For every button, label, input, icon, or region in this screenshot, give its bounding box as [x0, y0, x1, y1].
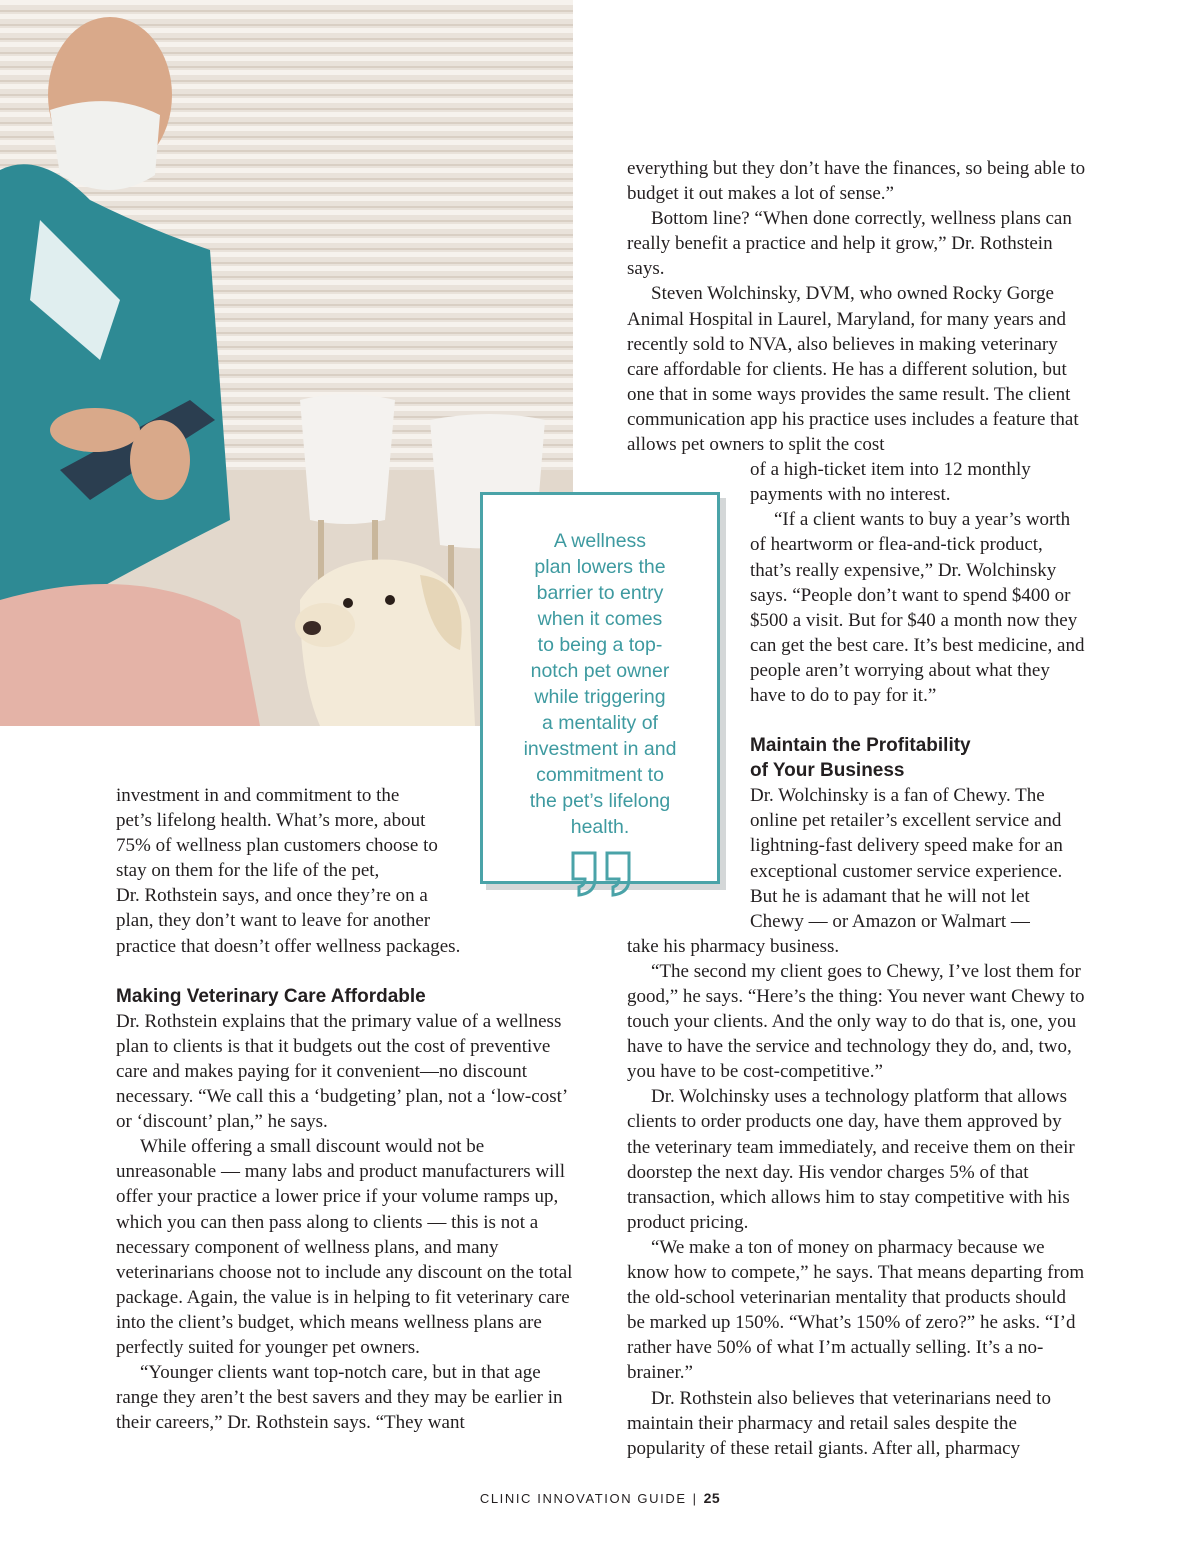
left-paragraph-1-line: Dr. Rothstein says, and once they’re on a	[116, 885, 428, 907]
pull-quote-line: to being a top-	[537, 634, 663, 656]
right-paragraph-7: Dr. Wolchinsky uses a technology platform that allows clients to order products one day, have them approved by the veterinary team immediately, and receive them on their doorstep the next day. His vendor charges 5% of that transaction, which allows him to stay competitive with his product pricing.	[627, 1086, 1075, 1233]
pull-quote-line: A wellness	[553, 530, 647, 552]
left-paragraph-1-line: 75% of wellness plan customers choose to	[116, 835, 438, 857]
right-paragraph-5: Dr. Wolchinsky is a fan of Chewy. The online pet retailer’s excellent service and lightning-fast delivery speed make for an exceptional customer service experience. But he is adamant that he will not let Chewy — or Amazon or Walmart —	[750, 785, 1063, 932]
right-column	[627, 156, 1087, 1461]
right-paragraph-3: Steven Wolchinsky, DVM, who owned Rocky Gorge Animal Hospital in Laurel, Maryland, for many years and recently sold to NVA, also believes in making veterinary care affordable for clients. He has a different solution, but one that in some ways provides the same result. The client communication app his practice uses includes a feature that allows pet owners to split the cost	[627, 283, 1079, 456]
pull-quote-line: commitment to	[536, 764, 664, 786]
left-paragraph-1-line: stay on them for the life of the pet,	[116, 860, 380, 882]
pull-quote-line: the pet’s lifelong	[529, 790, 671, 812]
pull-quote-line: health.	[570, 816, 630, 838]
section-heading-profitability	[750, 733, 1087, 783]
right-paragraph-6: “The second my client goes to Chewy, I’ve lost them for good,” he says. “Here’s the thing: You never want Chewy to touch your clients. And the only way to do that is, one, you have to have the service and technology they do, and, two, you have to be cost-competitive.”	[627, 960, 1085, 1083]
page-footer	[0, 1490, 1200, 1506]
right-paragraph-2: Bottom line? “When done correctly, wellness plans can really benefit a practice and help it grow,” Dr. Rothstein says.	[627, 208, 1072, 280]
pull-quote-line: when it comes	[537, 608, 663, 630]
left-paragraph-1-line: investment in and commitment to the	[116, 785, 400, 806]
left-paragraph-1-line: pet’s lifelong health. What’s more, about	[116, 810, 426, 832]
pull-quote-line: while triggering	[534, 686, 666, 708]
right-paragraph-4: “If a client wants to buy a year’s worth of heartworm or flea-and-tick product, that’s really expensive,” Dr. Wolchinsky says. “People don’t want to spend $400 or $500 a visit. But for $40 a month now they can get the best care. It’s best medicine, and people aren’t worrying about what they have to do to pay for it.”	[750, 509, 1085, 706]
left-paragraph-2: Dr. Rothstein explains that the primary value of a wellness plan to clients is that it budgets out the cost of preventive care and makes paying for it convenient—no discount necessary. “We call this a ‘budgeting’ plan, not a ‘low-cost’ or ‘discount’ plan,” he says.	[116, 1010, 567, 1133]
right-paragraph-5-continued: take his pharmacy business.	[627, 935, 840, 957]
heading-line-2: of Your Business	[750, 760, 905, 782]
left-paragraph-1-line: plan, they don’t want to leave for another	[116, 910, 431, 932]
footer-separator: |	[692, 1491, 698, 1506]
pull-quote-line: plan lowers the	[534, 556, 666, 578]
right-paragraph-8: “We make a ton of money on pharmacy because we know how to compete,” he says. That means departing from the old-school veterinarian mentality that products should be marked up 150%. “What’s 150% of zero?” he asks. “I’d rather have 50% of what I’m actually selling. It’s a no-brainer.”	[627, 1236, 1085, 1384]
pull-quote-line: a mentality of	[542, 712, 658, 734]
pull-quote-line: barrier to entry	[536, 582, 664, 604]
publication-name: CLINIC INNOVATION GUIDE	[479, 1491, 687, 1506]
page-number: 25	[703, 1490, 721, 1506]
left-paragraph-1	[116, 783, 574, 959]
right-paragraph-1: everything but they don’t have the finances, so being able to budget it out makes a lot of sense.”	[627, 158, 1086, 205]
left-paragraph-3: While offering a small discount would not be unreasonable — many labs and product manufacturers will offer your practice a lower price if your volume ramps up, which you can then pass along to clients — this is not a necessary component of wellness plans, and many veterinarians choose not to include any discount on the total package. Again, the value is in helping to fit veterinary care into the client’s budget, which means wellness plans are perfectly suited for younger pet owners.	[116, 1136, 573, 1358]
left-paragraph-1-line: practice that doesn’t offer wellness packages.	[116, 935, 461, 957]
right-paragraph-9: Dr. Rothstein also believes that veterinarians need to maintain their pharmacy and retail sales despite the popularity of these retail giants. After all, pharmacy	[627, 1387, 1051, 1459]
left-column	[116, 783, 574, 1435]
left-paragraph-4: “Younger clients want top-notch care, but in that age range they aren’t the best savers and they may be earlier in their careers,” Dr. Rothstein says. “They want	[116, 1362, 563, 1434]
heading-line-1: Maintain the Profitability	[750, 735, 971, 757]
right-paragraph-3-continued: of a high-ticket item into 12 monthly payments with no interest.	[750, 459, 1031, 506]
right-narrow-block	[750, 457, 1087, 934]
pull-quote-line: investment in and	[523, 738, 677, 760]
section-heading-affordable: Making Veterinary Care Affordable	[116, 985, 426, 1007]
pull-quote-line: notch pet owner	[530, 660, 670, 682]
